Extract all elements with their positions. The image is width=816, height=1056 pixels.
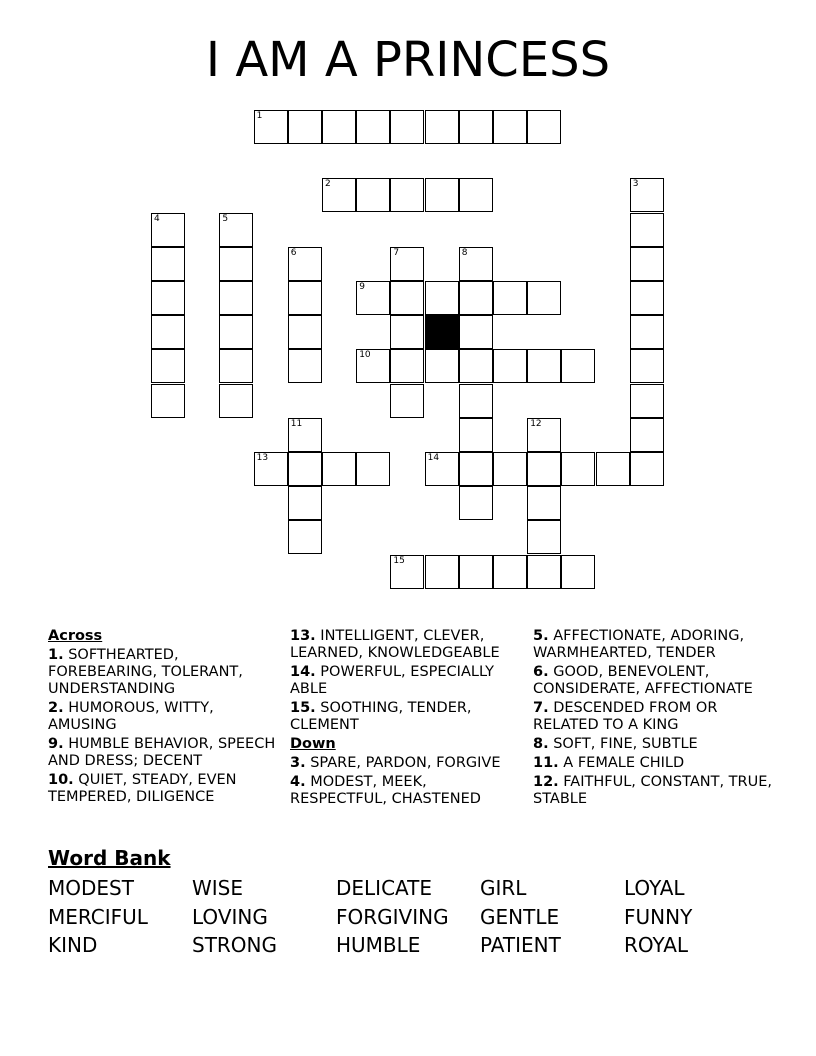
clue-number: 14 xyxy=(427,453,440,463)
clue-text: DESCENDED FROM OR RELATED TO A KING xyxy=(533,700,718,733)
clue-number: 7 xyxy=(393,247,400,258)
clue-number-label: 7. xyxy=(533,700,549,716)
clue-number: 3 xyxy=(632,179,639,190)
clue-number-label: 14. xyxy=(290,664,316,680)
grid-cell[interactable] xyxy=(425,349,459,383)
grid-cell[interactable] xyxy=(493,110,527,144)
grid-cell[interactable] xyxy=(254,110,288,144)
grid-cell[interactable] xyxy=(459,349,493,383)
clue-text: A FEMALE CHILD xyxy=(563,755,685,771)
clue-number: 11 xyxy=(290,418,303,429)
grid-cell[interactable] xyxy=(527,520,561,554)
grid-cell[interactable] xyxy=(322,178,356,212)
grid-cell[interactable] xyxy=(254,452,288,486)
clue xyxy=(533,628,773,662)
word-bank-item: PATIENT xyxy=(480,933,561,957)
grid-cell[interactable] xyxy=(390,384,424,418)
clue-number-label: 1. xyxy=(48,647,64,663)
grid-cell[interactable] xyxy=(390,315,424,349)
grid-cell[interactable] xyxy=(356,281,390,315)
clue xyxy=(48,700,280,734)
clue xyxy=(533,664,773,698)
clue-number-label: 15. xyxy=(290,700,316,716)
word-bank-item: FORGIVING xyxy=(336,904,449,929)
clue-number-label: 11. xyxy=(533,755,559,771)
clue-text: HUMBLE BEHAVIOR, SPEECH AND DRESS; DECENT xyxy=(48,736,276,769)
clue-number: 13 xyxy=(256,453,269,463)
clue xyxy=(533,774,773,808)
clue-number: 9 xyxy=(359,282,365,292)
clue xyxy=(290,774,522,808)
clue-column-3 xyxy=(533,628,773,810)
word-bank-item: WISE xyxy=(192,876,244,900)
clue-number: 15 xyxy=(393,555,405,566)
clue-number-label: 6. xyxy=(533,664,549,680)
grid-cell[interactable] xyxy=(356,349,390,383)
word-bank-title: Word Bank xyxy=(48,846,171,870)
grid-cell[interactable] xyxy=(288,247,322,281)
clue-number: 5 xyxy=(222,213,229,224)
grid-cell[interactable] xyxy=(561,555,595,589)
clue xyxy=(48,772,280,806)
grid-cell[interactable] xyxy=(596,452,630,486)
grid-cell[interactable] xyxy=(219,349,253,383)
word-bank-item: LOYAL xyxy=(624,876,685,900)
grid-cell[interactable] xyxy=(390,247,424,281)
clue-text: INTELLIGENT, CLEVER, LEARNED, KNOWLEDGEABLE xyxy=(290,628,500,661)
grid-block xyxy=(425,315,459,349)
grid-cell[interactable] xyxy=(527,349,561,383)
word-bank-item: ROYAL xyxy=(624,933,689,957)
clue-number: 2 xyxy=(325,179,331,190)
grid-cell[interactable] xyxy=(493,281,527,315)
clue-text: QUIET, STEADY, EVEN TEMPERED, DILIGENCE xyxy=(48,772,237,805)
grid-cell[interactable] xyxy=(561,349,595,383)
grid-cell[interactable] xyxy=(493,555,527,589)
grid-cell[interactable] xyxy=(390,110,424,144)
grid-cell[interactable] xyxy=(459,555,493,589)
clue-number-label: 8. xyxy=(533,736,549,752)
clue-number: 8 xyxy=(461,247,468,258)
clue-number-label: 9. xyxy=(48,736,64,752)
clue xyxy=(290,755,522,772)
word-bank-item: MERCIFUL xyxy=(48,904,148,929)
clue-number: 1 xyxy=(256,111,263,121)
word-bank-item: STRONG xyxy=(192,933,278,957)
grid-cell[interactable] xyxy=(425,110,459,144)
grid-cell[interactable] xyxy=(459,418,493,452)
clue-text: SOFT, FINE, SUBTLE xyxy=(553,736,698,752)
word-bank xyxy=(48,846,768,964)
clue-text: POWERFUL, ESPECIALLY ABLE xyxy=(290,664,494,697)
grid-cell[interactable] xyxy=(288,418,322,452)
word-bank-item: GIRL xyxy=(480,876,527,900)
grid-cell[interactable] xyxy=(288,349,322,383)
grid-cell[interactable] xyxy=(151,315,185,349)
clue-text: FAITHFUL, CONSTANT, TRUE, STABLE xyxy=(533,774,772,807)
word-bank-item: HUMBLE xyxy=(336,933,421,957)
page-title: I AM A PRINCESS xyxy=(205,32,611,88)
clue-text: GOOD, BENEVOLENT, CONSIDERATE, AFFECTIONATE xyxy=(533,664,753,697)
grid-cell[interactable] xyxy=(630,452,664,486)
grid-cell[interactable] xyxy=(459,110,493,144)
grid-cell[interactable] xyxy=(459,452,493,486)
grid-cell[interactable] xyxy=(527,281,561,315)
grid-cell[interactable] xyxy=(630,247,664,281)
word-bank-item: KIND xyxy=(48,933,98,957)
grid-cell[interactable] xyxy=(459,486,493,520)
grid-cell[interactable] xyxy=(561,452,595,486)
grid-cell[interactable] xyxy=(459,315,493,349)
clue-number-label: 13. xyxy=(290,628,316,644)
grid-cell[interactable] xyxy=(288,281,322,315)
grid-cell[interactable] xyxy=(630,384,664,418)
clue-number-label: 4. xyxy=(290,774,306,790)
grid-cell[interactable] xyxy=(425,281,459,315)
clue-number: 12 xyxy=(530,418,542,429)
grid-cell[interactable] xyxy=(322,110,356,144)
clue-column-1 xyxy=(48,628,280,808)
grid-cell[interactable] xyxy=(288,452,322,486)
grid-cell[interactable] xyxy=(630,418,664,452)
clue-text: SOFTHEARTED, FOREBEARING, TOLERANT, UNDERSTANDING xyxy=(48,647,243,697)
grid-cell[interactable] xyxy=(390,555,424,589)
grid-cell[interactable] xyxy=(630,178,664,212)
grid-cell[interactable] xyxy=(630,281,664,315)
grid-cell[interactable] xyxy=(219,281,253,315)
clue-number-label: 12. xyxy=(533,774,559,790)
grid-cell[interactable] xyxy=(288,315,322,349)
word-bank-item: MODEST xyxy=(48,876,134,900)
clue-number-label: 5. xyxy=(533,628,549,644)
clue-text: SPARE, PARDON, FORGIVE xyxy=(310,755,501,771)
word-bank-item: DELICATE xyxy=(336,876,433,900)
grid-cell[interactable] xyxy=(527,418,561,452)
grid-cell[interactable] xyxy=(425,555,459,589)
clue-number-label: 2. xyxy=(48,700,64,716)
grid-cell[interactable] xyxy=(219,213,253,247)
word-bank-item: GENTLE xyxy=(480,904,560,929)
grid-cell[interactable] xyxy=(219,384,253,418)
grid-cell[interactable] xyxy=(527,486,561,520)
clue xyxy=(533,755,773,772)
grid-cell[interactable] xyxy=(527,555,561,589)
clue xyxy=(48,736,280,770)
grid-cell[interactable] xyxy=(459,178,493,212)
grid-cell[interactable] xyxy=(151,349,185,383)
grid-cell[interactable] xyxy=(459,247,493,281)
grid-cell[interactable] xyxy=(219,315,253,349)
grid-cell[interactable] xyxy=(356,110,390,144)
clue-text: SOOTHING, TENDER, CLEMENT xyxy=(290,700,472,733)
grid-cell[interactable] xyxy=(630,349,664,383)
clue-section-heading: Down xyxy=(290,736,336,752)
clue-number-label: 3. xyxy=(290,755,306,771)
grid-cell[interactable] xyxy=(459,384,493,418)
clue-number: 10 xyxy=(359,350,371,361)
clue-column-2 xyxy=(290,628,522,810)
grid-cell[interactable] xyxy=(390,349,424,383)
clue-number-label: 10. xyxy=(48,772,74,788)
grid-cell[interactable] xyxy=(425,178,459,212)
grid-cell[interactable] xyxy=(288,110,322,144)
grid-cell[interactable] xyxy=(151,213,185,247)
grid-cell[interactable] xyxy=(322,452,356,486)
grid-cell[interactable] xyxy=(527,452,561,486)
clue xyxy=(290,664,522,698)
grid-cell[interactable] xyxy=(390,178,424,212)
clue xyxy=(48,647,280,698)
grid-cell[interactable] xyxy=(288,520,322,554)
grid-cell[interactable] xyxy=(390,281,424,315)
grid-cell[interactable] xyxy=(493,452,527,486)
grid-cell[interactable] xyxy=(151,384,185,418)
clue-section-heading: Across xyxy=(48,628,103,644)
grid-cell[interactable] xyxy=(219,247,253,281)
grid-cell[interactable] xyxy=(493,349,527,383)
clue xyxy=(533,700,773,734)
clue-number: 6 xyxy=(290,247,297,258)
grid-cell[interactable] xyxy=(425,452,459,486)
grid-cell[interactable] xyxy=(356,452,390,486)
word-bank-item: LOVING xyxy=(192,904,268,929)
grid-cell[interactable] xyxy=(151,247,185,281)
word-bank-item: FUNNY xyxy=(624,904,693,929)
clue xyxy=(290,700,522,734)
clue-number: 4 xyxy=(154,213,160,224)
grid-cell[interactable] xyxy=(527,110,561,144)
clue xyxy=(290,628,522,662)
grid-cell[interactable] xyxy=(288,486,322,520)
grid-cell[interactable] xyxy=(630,315,664,349)
clue-text: MODEST, MEEK, RESPECTFUL, CHASTENED xyxy=(290,774,481,807)
grid-cell[interactable] xyxy=(356,178,390,212)
clues-section xyxy=(48,628,778,838)
clue-text: HUMOROUS, WITTY, AMUSING xyxy=(48,700,214,733)
grid-cell[interactable] xyxy=(151,281,185,315)
clue xyxy=(533,736,773,753)
grid-cell[interactable] xyxy=(459,281,493,315)
grid-cell[interactable] xyxy=(630,213,664,247)
clue-text: AFFECTIONATE, ADORING, WARMHEARTED, TENDER xyxy=(533,628,745,661)
word-bank-grid xyxy=(48,874,768,964)
